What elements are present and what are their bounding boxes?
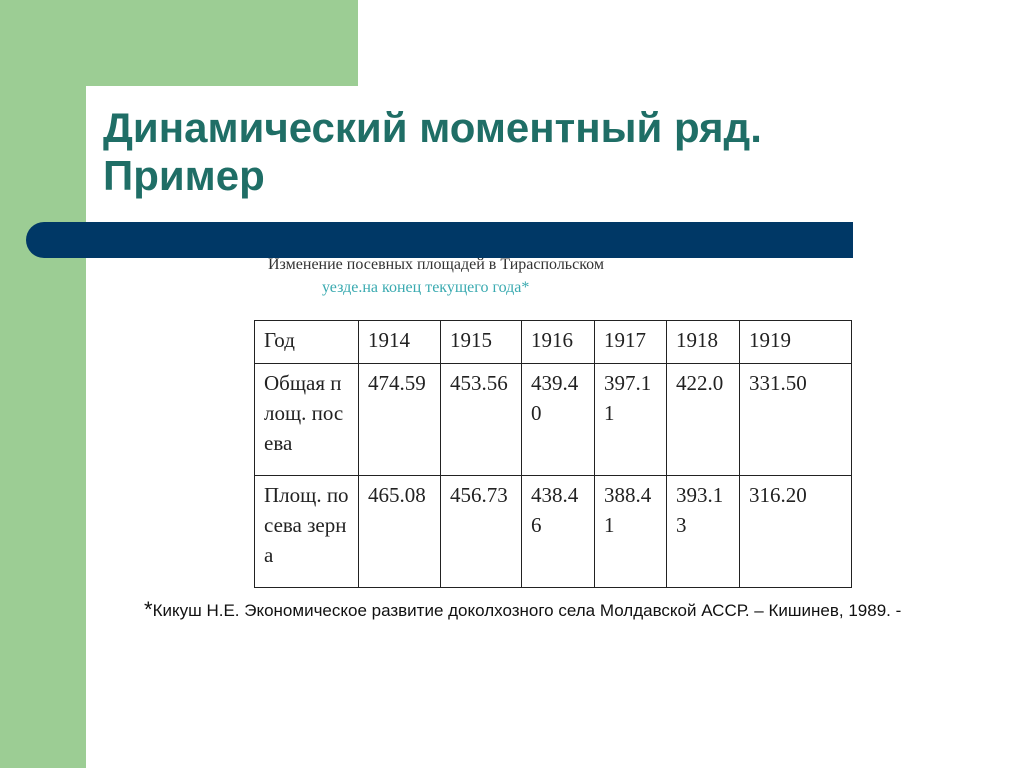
table-cell: 465.08: [359, 476, 441, 588]
table-cell: 1916: [522, 321, 595, 364]
title-line-2: Пример: [103, 152, 265, 199]
table-cell: 1918: [667, 321, 740, 364]
table-cell: 316.20: [740, 476, 852, 588]
table-cell: 1914: [359, 321, 441, 364]
green-top-band: [0, 0, 358, 86]
table-cell: Год: [255, 321, 359, 364]
table-row-total-area: [255, 364, 852, 476]
source-footnote: [144, 597, 1024, 623]
table-cell: 422.0: [667, 364, 740, 476]
table-cell: 1915: [441, 321, 522, 364]
table-cell: 1919: [740, 321, 852, 364]
green-side-band: [0, 0, 86, 768]
table-caption-line-1: Изменение посевных площадей в Тираспольском: [268, 256, 604, 273]
table-cell: Общая площ. посева: [255, 364, 359, 476]
table-cell: 474.59: [359, 364, 441, 476]
footnote-text: Кикуш Н.Е. Экономическое развитие доколхозного села Молдавской АССР. – Кишинев, 1989. -: [152, 601, 902, 620]
sowing-area-table: [254, 320, 852, 588]
footnote-star: *: [144, 597, 153, 622]
table-row-year: [255, 321, 852, 364]
table-row-grain-area: [255, 476, 852, 588]
table-cell: 393.13: [667, 476, 740, 588]
table-caption-line-2: уезде.на конец текущего года*: [322, 279, 530, 296]
table-cell: 397.11: [595, 364, 667, 476]
table-cell: 388.41: [595, 476, 667, 588]
table-cell: Площ. посева зерна: [255, 476, 359, 588]
table-cell: 456.73: [441, 476, 522, 588]
table-cell: 438.46: [522, 476, 595, 588]
title-line-1: Динамический моментный ряд.: [103, 104, 762, 151]
table-cell: 439.40: [522, 364, 595, 476]
table-cell: 331.50: [740, 364, 852, 476]
slide-title: [103, 104, 863, 200]
title-divider-bar: [26, 222, 853, 258]
table-cell: 1917: [595, 321, 667, 364]
table-cell: 453.56: [441, 364, 522, 476]
